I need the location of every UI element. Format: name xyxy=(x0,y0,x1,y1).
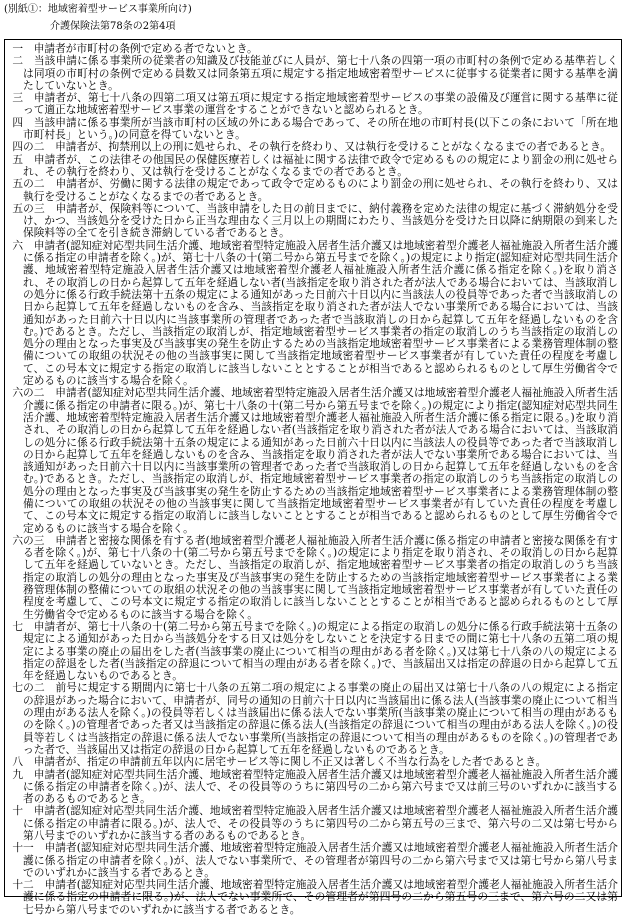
clause-text: 申請者が、第七十八条の十(第二号から第五号までを除く。)の規定による指定の取消しの処分に係る行政手続法第十五条の規定による通知があった日から当該処分をする日又は処分をしないことを決定する日までの間に第七十八条の五第二項の規定による事業の廃止の届出をした者(当該事業の廃止について相当の理由がある者を除く。)又は第七十八条の八の規定による指定の辞退をした者(当該指定の辞退について相当の理由がある者を除く。)で、当該届出又は指定の辞退の日から起算して五年を経過しないものであるとき。 xyxy=(23,619,618,683)
clause-number: 十二 xyxy=(12,878,34,892)
clause-text: 申請者が、この法律その他国民の保健医療若しくは福祉に関する法律で政令で定めるものの規定により罰金の刑に処せられ、その執行を終わり、又は執行を受けることがなくなるまでの者であるとき。 xyxy=(23,152,618,178)
clause-number: 五の三 xyxy=(12,201,45,215)
clause-3 xyxy=(12,91,618,117)
clause-text: 申請者(認知症対応型共同生活介護、地域密着型特定施設入居者生活介護又は地域密着型介護老人福祉施設入所者生活介護に係る指定の申請者に限る。)が、法人でない事業所で、その管理者が第四号の二から第五号の三まで、第六号の二又は第七号から第八号までのいずれかに該当する者であるとき。 xyxy=(23,878,618,916)
clause-number: 十 xyxy=(12,804,24,818)
clause-4 xyxy=(12,115,618,142)
clause-number: 二 xyxy=(12,54,24,68)
clause-number: 七の二 xyxy=(12,681,45,695)
clause-number: 十一 xyxy=(12,841,34,855)
clause-2 xyxy=(12,54,618,92)
clause-9 xyxy=(12,767,618,806)
clause-number: 五 xyxy=(12,152,24,166)
clause-10 xyxy=(12,804,618,842)
clause-number: 五の二 xyxy=(12,177,45,191)
clause-text: 申請者が、指定の申請前五年以内に居宅サービス等に関し不正又は著しく不当な行為をした者であるとき。 xyxy=(33,755,547,769)
clause-number: 三 xyxy=(12,91,24,105)
clause-6-3 xyxy=(12,533,618,621)
clause-text: 申請者(認知症対応型共同生活介護、地域密着型特定施設入居者生活介護又は地域密着型介護老人福祉施設入所者生活介護に係る指定の申請者に限る。)が、法人で、その役員等のうちに第四号の二から第五号の三まで、第六号の二又は第七号から第八号までのいずれかに該当する者のあるものであるとき。 xyxy=(23,804,618,842)
clause-number: 六の三 xyxy=(12,533,45,547)
clause-number: 四の二 xyxy=(12,140,45,154)
clause-6 xyxy=(12,238,618,388)
clause-number: 六 xyxy=(12,238,24,252)
clause-number: 七 xyxy=(12,619,24,633)
clause-number: 九 xyxy=(12,767,24,781)
clause-number: 六の二 xyxy=(12,386,45,400)
clause-text: 当該申請に係る事業所の従業者の知識及び技能並びに人員が、第七十八条の四第一項の市町村の条例で定める基準若しくは同項の市町村の条例で定める員数又は同条第五項に規定する指定地域密着型サービスに従事する従業者に関する基準を満たしていないとき。 xyxy=(23,54,618,92)
clause-box xyxy=(4,39,622,916)
clause-6-2 xyxy=(12,386,618,535)
clause-text: 申請者が市町村の条例で定める者でないとき。 xyxy=(33,42,258,55)
clause-5-3 xyxy=(12,201,618,240)
clause-text: 申請者(認知症対応型共同生活介護、地域密着型特定施設入居者生活介護又は地域密着型介護老人福祉施設入所者生活介護に係る指定の申請者を除く。)が、第七十八条の十(第二号から第五号までを除く。)の規定により指定(認知症対応型共同生活介護、地域密着型特定施設入居者生活介護又は地域密着型介護老人福祉施設入所者生活介護に係る指定を除く。)を取り消され、その取消しの日から起算して五年を経過しない者(当該指定を取り消された者が法人である場合においては、当該取消しの処分に係る行政手続法第十五条の規定による通知があった日前六十日以内に当該法人の役員等であった者で当該取消しの日から起算して五年を経過しないものを含み、当該指定を取り消された者が法人でない事業所である場合においては、当該通知があった日前六十日以内に当該事業所の管理者であった者で当該取消しの日から起算して五年を経過しないものを含む。)であるとき。ただし、当該指定の取消しが、指定地域密着型サービス事業者の指定の取消しのうち当該指定の取消しの処分の理由となった事実及び当該事実の発生を防止するための当該指定地域密着型サービス事業者による業務管理体制の整備についての取組の状況その他の当該事実に関して当該指定地域密着型サービス事業者が有していた責任の程度を考慮して、この号本文に規定する指定の取消しに該当しないこととすることが相当であると認められるものとして厚生労働省令で定めるものに該当する場合を除く。 xyxy=(23,238,618,388)
clause-text: 申請者(認知症対応型共同生活介護、地域密着型特定施設入居者生活介護又は地域密着型介護老人福祉施設入所者生活介護に係る指定の申請者を除く。)が、法人で、その役員等のうちに第四号の二から第六号まで又は前三号のいずれかに該当する者のあるものであるとき。 xyxy=(23,767,618,806)
clause-text: 申請者(認知症対応型共同生活介護、地域密着型特定施設入居者生活介護又は地域密着型介護老人福祉施設入所者生活介護に係る指定の申請者に限る。)が、第七十八条の十(第二号から第五号までを除く。)の規定により指定(認知症対応型共同生活介護、地域密着型特定施設入居者生活介護又は地域密着型介護老人福祉施設入所者生活介護に係る指定に限る。)を取り消され、その取消しの日から起算して五年を経過しない者(当該指定を取り消された者が法人である場合においては、当該取消しの処分に係る行政手続法第十五条の規定による通知があった日前六十日以内に当該法人の役員等であった者で当該取消しの日から起算して五年を経過しないものを含み、当該指定を取り消された者が法人でない事業所である場合においては、当該通知があった日前六十日以内に当該事業所の管理者であった者で当該取消しの日から起算して五年を経過しないものを含む。)であるとき。ただし、当該指定の取消しが、指定地域密着型サービス事業者の指定の取消しのうち当該指定の取消しの処分の理由となった事実及び当該事実の発生を防止するための当該指定地域密着型サービス事業者による業務管理体制の整備についての取組の状況その他の当該事実に関して当該指定地域密着型サービス事業者が有していた責任の程度を考慮して、この号本文に規定する指定の取消しに該当しないこととすることが相当であると認められるものとして厚生労働省令で定めるものに該当する場合を除く。 xyxy=(23,386,618,535)
law-reference: 介護保険法第78条の2第4項 xyxy=(50,21,176,32)
clause-7-2 xyxy=(12,681,618,756)
clause-text: 申請者(認知症対応型共同生活介護、地域密着型特定施設入居者生活介護又は地域密着型介護老人福祉施設入所者生活介護に係る指定の申請者を除く。)が、法人でない事業所で、その管理者が第四号の二から第六号まで又は第七号から第八号までのいずれかに該当する者であるとき。 xyxy=(23,841,618,879)
clause-5 xyxy=(12,152,618,179)
clause-12 xyxy=(12,878,618,916)
clause-number: 八 xyxy=(12,755,24,769)
clause-text: 申請者が、第七十八条の四第二項又は第五項に規定する指定地域密着型サービスの事業の設備及び運営に関する基準に従って適正な地域密着型サービス事業の運営をすることができないと認められるとき。 xyxy=(23,91,618,117)
clause-text: 申請者が、労働に関する法律の規定であって政令で定めるものにより罰金の刑に処せられ、その執行を終わり、又は執行を受けることがなくなるまでの者であるとき。 xyxy=(23,177,618,203)
clause-text: 申請者と密接な関係を有する者(地域密着型介護老人福祉施設入所者生活介護に係る指定の申請者と密接な関係を有する者を除く。)が、第七十八条の十(第二号から第五号までを除く。)の規定により指定を取り消され、その取消しの日から起算して五年を経過していないとき。ただし、当該指定の取消しが、指定地域密着型サービス事業者の指定の取消しのうち当該指定の取消しの処分の理由となった事実及び当該事実の発生を防止するための当該指定地域密着型サービス事業者による業務管理体制の整備についての取組の状況その他の当該事実に関して当該指定地域密着型サービス事業者が有していた責任の程度を考慮して、この号本文に規定する指定の取消しに該当しないこととすることが相当であると認められるものとして厚生労働省令で定めるものに該当する場合を除く。 xyxy=(23,533,618,621)
clause-text: 当該申請に係る事業所が当該市町村の区域の外にある場合であって、その所在地の市町村長(以下この条において「所在地市町村長」という。)の同意を得ていないとき。 xyxy=(23,115,618,142)
clause-11 xyxy=(12,841,618,879)
clause-text: 申請者が、保険料等について、当該申請をした日の前日までに、納付義務を定めた法律の規定に基づく滞納処分を受け、かつ、当該処分を受けた日から正当な理由なく三月以上の期間にわたり、当該処分を受けた日以降に納期限の到来した保険料等の全てを引き続き滞納している者であるとき。 xyxy=(23,201,618,240)
clause-text: 申請者が、拘禁刑以上の刑に処せられ、その執行を終わり、又は執行を受けることがなくなるまでの者であるとき。 xyxy=(55,140,612,154)
clause-number: 四 xyxy=(12,115,24,129)
attachment-note: (別紙①：地域密着型サービス事業所向け) xyxy=(4,4,192,15)
clause-5-2 xyxy=(12,177,618,203)
clause-text: 前号に規定する期間内に第七十八条の五第二項の規定による事業の廃止の届出又は第七十八条の八の規定による指定の辞退があった場合において、申請者が、同号の通知の日前六十日以内に当該届出に係る法人(当該事業の廃止について相当の理由がある法人を除く。)の役員等若しくは当該届出に係る法人でない事業所(当該事業の廃止について相当の理由があるものを除く。)の管理者であった者又は当該指定の辞退に係る法人(当該指定の辞退について相当の理由がある法人を除く。)の役員等若しくは当該指定の辞退に係る法人でない事業所(当該指定の辞退について相当の理由があるものを除く。)の管理者であった者で、当該届出又は指定の辞退の日から起算して五年を経過しないものであるとき。 xyxy=(23,681,618,756)
clause-7 xyxy=(12,619,618,683)
clause-number: 一 xyxy=(12,42,24,55)
